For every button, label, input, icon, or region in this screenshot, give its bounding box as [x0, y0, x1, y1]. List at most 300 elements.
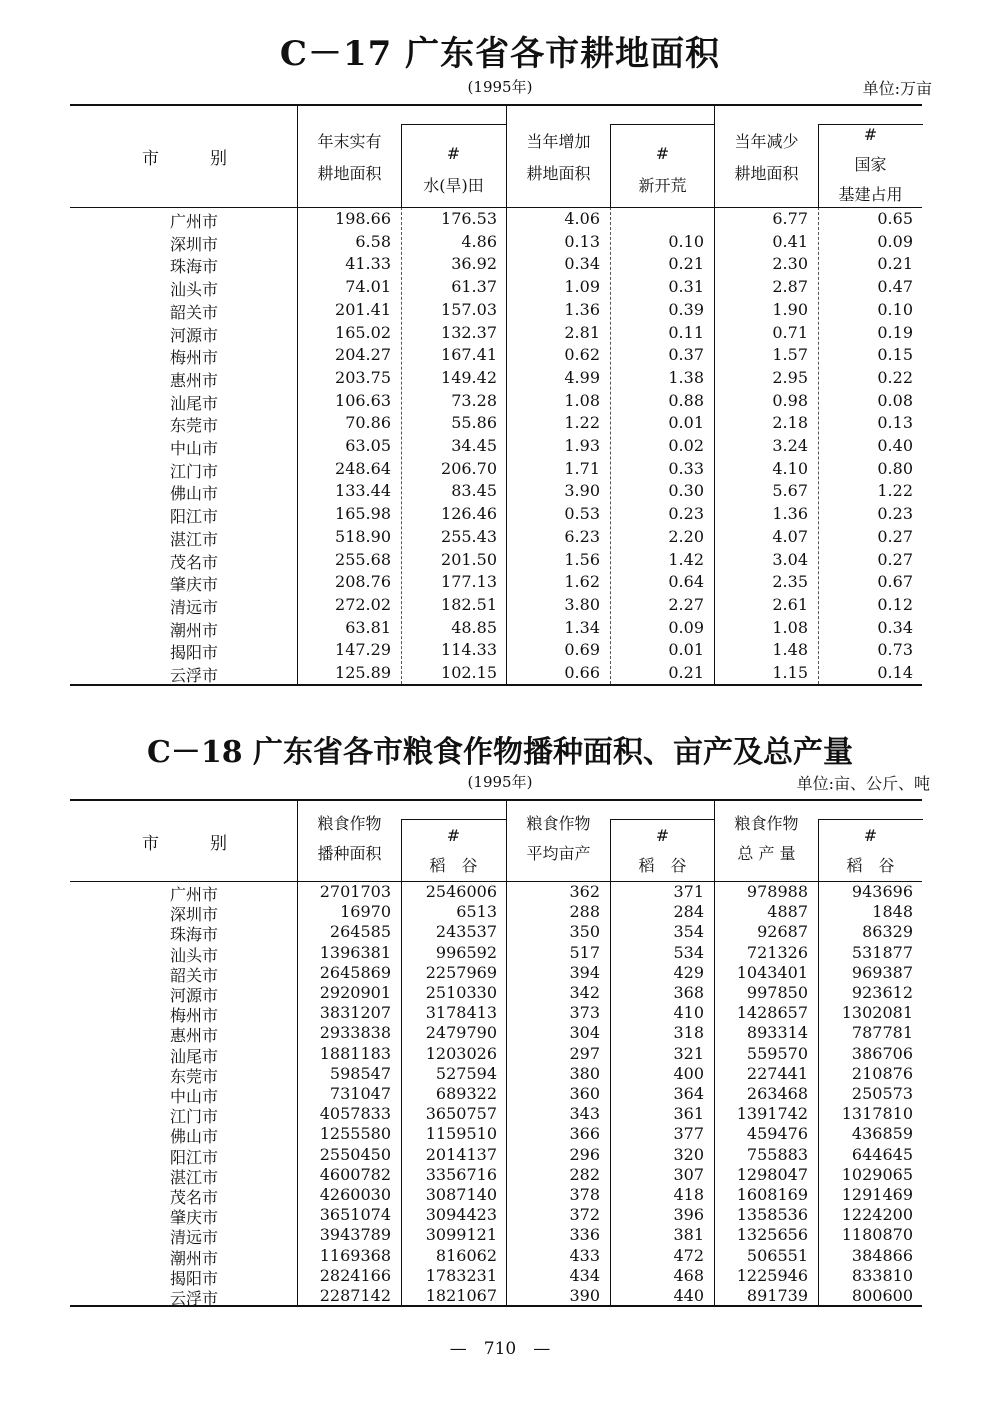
- city-name-cell: 梅州市: [170, 348, 219, 368]
- table1-header-col2: # 水(旱)田: [423, 144, 484, 195]
- value-cell: 1224200: [841, 1205, 913, 1225]
- table-row: [70, 663, 922, 686]
- value-cell: 106.63: [335, 390, 391, 410]
- value-cell: 1302081: [841, 1003, 913, 1023]
- value-cell: 1169368: [319, 1245, 391, 1265]
- value-cell: 0.67: [877, 572, 913, 592]
- value-cell: 36.92: [451, 254, 497, 274]
- value-cell: 433: [569, 1245, 600, 1265]
- value-cell: 263468: [746, 1084, 808, 1103]
- value-cell: 689322: [435, 1084, 497, 1103]
- value-cell: 4057833: [319, 1104, 391, 1124]
- city-name-cell: 云浮市: [170, 1289, 219, 1308]
- value-cell: 598547: [329, 1063, 391, 1083]
- value-cell: 923612: [851, 983, 913, 1002]
- value-cell: 1821067: [425, 1286, 497, 1305]
- table-row: [70, 1165, 922, 1185]
- value-cell: 518.90: [335, 526, 391, 546]
- value-cell: 3.90: [564, 481, 600, 501]
- table-row: [70, 1064, 922, 1084]
- value-cell: 3356716: [425, 1164, 497, 1184]
- value-cell: 755883: [746, 1144, 808, 1164]
- value-cell: 4.06: [564, 209, 600, 228]
- value-cell: 400: [673, 1063, 704, 1083]
- value-cell: 390: [569, 1286, 600, 1305]
- value-cell: 6.77: [772, 209, 808, 228]
- city-name-cell: 佛山市: [170, 484, 219, 504]
- value-cell: 0.19: [877, 322, 913, 342]
- value-cell: 201.50: [441, 549, 497, 569]
- table-row: [70, 232, 922, 255]
- value-cell: 0.10: [877, 299, 913, 319]
- value-cell: 0.73: [877, 640, 913, 660]
- value-cell: 1396381: [319, 942, 391, 962]
- value-cell: 177.13: [441, 572, 497, 592]
- value-cell: 125.89: [335, 663, 391, 682]
- value-cell: 176.53: [441, 209, 497, 228]
- value-cell: 0.34: [877, 617, 913, 637]
- value-cell: 434: [569, 1265, 600, 1285]
- value-cell: 0.33: [668, 458, 704, 478]
- table-row: [70, 1225, 922, 1248]
- city-name-cell: 潮州市: [170, 1248, 219, 1268]
- value-cell: 816062: [435, 1245, 497, 1265]
- value-cell: 1225946: [736, 1265, 808, 1285]
- value-cell: 282: [569, 1164, 600, 1184]
- value-cell: 3831207: [319, 1003, 391, 1023]
- city-name-cell: 清远市: [170, 597, 219, 617]
- value-cell: 201.41: [335, 299, 391, 319]
- value-cell: 377: [673, 1124, 704, 1144]
- value-cell: 1180870: [841, 1225, 913, 1245]
- value-cell: 731047: [329, 1084, 391, 1103]
- table-row: [70, 882, 922, 902]
- table-row: [70, 1003, 922, 1026]
- value-cell: 342: [569, 983, 600, 1002]
- value-cell: 203.75: [335, 367, 391, 387]
- table-row: [70, 504, 922, 527]
- table-row: [70, 1246, 922, 1266]
- value-cell: 48.85: [451, 617, 497, 637]
- city-name-cell: 梅州市: [170, 1006, 219, 1026]
- table-row: [70, 277, 922, 300]
- value-cell: 1428657: [736, 1003, 808, 1023]
- value-cell: 307: [673, 1164, 704, 1184]
- value-cell: 440: [673, 1286, 704, 1305]
- value-cell: 73.28: [451, 390, 497, 410]
- value-cell: 63.81: [345, 617, 391, 637]
- value-cell: 429: [673, 962, 704, 982]
- table-row: [70, 368, 922, 391]
- value-cell: 6.58: [355, 231, 391, 251]
- table-row: [70, 413, 922, 436]
- table-row: [70, 254, 922, 277]
- value-cell: 86329: [862, 922, 913, 942]
- value-cell: 1.08: [772, 617, 808, 637]
- value-cell: 165.02: [335, 322, 391, 342]
- value-cell: 1.36: [564, 299, 600, 319]
- value-cell: 41.33: [345, 254, 391, 274]
- value-cell: 182.51: [441, 594, 497, 614]
- value-cell: 250573: [851, 1084, 913, 1103]
- table-row: [70, 595, 922, 618]
- value-cell: 0.34: [564, 254, 600, 274]
- table-row: [70, 391, 922, 414]
- value-cell: 132.37: [441, 322, 497, 342]
- value-cell: 198.66: [335, 209, 391, 228]
- table-row: [70, 1104, 922, 1127]
- city-name-cell: 中山市: [170, 1087, 219, 1106]
- value-cell: 243537: [435, 922, 497, 942]
- value-cell: 0.31: [668, 277, 704, 297]
- value-cell: 147.29: [335, 640, 391, 660]
- city-name-cell: 广州市: [170, 885, 219, 904]
- table1-header-col3: 当年增加 耕地面积: [526, 132, 591, 183]
- city-name-cell: 汕尾市: [170, 1046, 219, 1066]
- value-cell: 0.01: [668, 640, 704, 660]
- value-cell: 0.66: [564, 663, 600, 682]
- city-name-cell: 云浮市: [170, 666, 219, 685]
- value-cell: 0.64: [668, 572, 704, 592]
- value-cell: 227441: [746, 1063, 808, 1083]
- city-name-cell: 韶关市: [170, 965, 219, 985]
- value-cell: 380: [569, 1063, 600, 1083]
- value-cell: 372: [569, 1205, 600, 1225]
- value-cell: 149.42: [441, 367, 497, 387]
- city-name-cell: 湛江市: [170, 1167, 219, 1187]
- value-cell: 336: [569, 1225, 600, 1245]
- table2-title: C－18 广东省各市粮食作物播种面积、亩产及总产量: [146, 735, 854, 770]
- value-cell: 296: [569, 1144, 600, 1164]
- table2-unit: 单位:亩、公斤、吨: [796, 774, 930, 793]
- value-cell: 0.21: [668, 663, 704, 682]
- value-cell: 0.15: [877, 345, 913, 365]
- value-cell: 1298047: [736, 1164, 808, 1184]
- value-cell: 378: [569, 1185, 600, 1204]
- value-cell: 1.62: [564, 572, 600, 592]
- value-cell: 255.68: [335, 549, 391, 569]
- value-cell: 2645869: [319, 962, 391, 982]
- value-cell: 126.46: [441, 504, 497, 524]
- value-cell: 0.09: [668, 617, 704, 637]
- value-cell: 1029065: [841, 1164, 913, 1184]
- value-cell: 165.98: [335, 504, 391, 524]
- table-row: [70, 527, 922, 550]
- city-name-cell: 阳江市: [170, 1147, 219, 1167]
- value-cell: 255.43: [441, 526, 497, 546]
- value-cell: 288: [569, 902, 600, 922]
- value-cell: 472: [673, 1245, 704, 1265]
- value-cell: 0.23: [877, 504, 913, 524]
- value-cell: 6513: [456, 902, 497, 922]
- value-cell: 436859: [851, 1124, 913, 1144]
- table-row: [70, 1044, 922, 1064]
- value-cell: 34.45: [451, 436, 497, 455]
- value-cell: 396: [673, 1205, 704, 1225]
- value-cell: 1.22: [877, 481, 913, 501]
- table-row: [70, 323, 922, 346]
- table1-header-col6: # 国家 基建占用: [838, 125, 903, 204]
- city-name-cell: 东莞市: [170, 416, 219, 436]
- value-cell: 1.15: [772, 663, 808, 682]
- city-name-cell: 茂名市: [170, 552, 219, 572]
- value-cell: 1.56: [564, 549, 600, 569]
- value-cell: 284: [673, 902, 704, 922]
- value-cell: 318: [673, 1023, 704, 1043]
- value-cell: 0.53: [564, 504, 600, 524]
- city-name-cell: 珠海市: [170, 257, 219, 277]
- value-cell: 4.86: [461, 231, 497, 251]
- value-cell: 2.35: [772, 572, 808, 592]
- value-cell: 1043401: [736, 962, 808, 982]
- value-cell: 0.21: [877, 254, 913, 274]
- city-name-cell: 揭阳市: [170, 1268, 219, 1288]
- value-cell: 361: [673, 1104, 704, 1124]
- value-cell: 350: [569, 922, 600, 942]
- city-name-cell: 潮州市: [170, 620, 219, 640]
- city-name-cell: 深圳市: [170, 234, 219, 254]
- value-cell: 371: [673, 882, 704, 901]
- table-row: [70, 436, 922, 459]
- value-cell: 3.80: [564, 594, 600, 614]
- value-cell: 4887: [767, 902, 808, 922]
- value-cell: 2701703: [319, 882, 391, 901]
- value-cell: 2479790: [425, 1023, 497, 1043]
- value-cell: 210876: [851, 1063, 913, 1083]
- value-cell: 1608169: [736, 1185, 808, 1204]
- value-cell: 787781: [851, 1023, 913, 1043]
- table1-header-col1: 年末实有 耕地面积: [317, 132, 382, 183]
- value-cell: 167.41: [441, 345, 497, 365]
- table-row: [70, 300, 922, 323]
- value-cell: 517: [569, 942, 600, 962]
- table-row: [70, 922, 922, 945]
- city-name-cell: 肇庆市: [170, 575, 219, 595]
- value-cell: 978988: [746, 882, 808, 901]
- value-cell: 0.41: [772, 231, 808, 251]
- value-cell: 0.40: [877, 436, 913, 455]
- value-cell: 527594: [435, 1063, 497, 1083]
- value-cell: 102.15: [441, 663, 497, 682]
- value-cell: 4600782: [319, 1164, 391, 1184]
- value-cell: 2.27: [668, 594, 704, 614]
- table-row: [70, 1185, 922, 1205]
- value-cell: 559570: [746, 1043, 808, 1063]
- value-cell: 1.57: [772, 345, 808, 365]
- value-cell: 6.23: [564, 526, 600, 546]
- city-name-cell: 湛江市: [170, 529, 219, 549]
- table2-header-col1: 粮食作物 播种面积: [317, 814, 382, 863]
- value-cell: 1358536: [736, 1205, 808, 1225]
- value-cell: 997850: [746, 983, 808, 1002]
- value-cell: 4.07: [772, 526, 808, 546]
- value-cell: 2.18: [772, 413, 808, 433]
- city-name-cell: 广州市: [170, 212, 219, 231]
- table1-top-rule: [70, 104, 922, 106]
- value-cell: 1.90: [772, 299, 808, 319]
- value-cell: 5.67: [772, 481, 808, 501]
- value-cell: 384866: [851, 1245, 913, 1265]
- value-cell: 1.08: [564, 390, 600, 410]
- table-row: [70, 209, 922, 232]
- value-cell: 2257969: [425, 962, 497, 982]
- value-cell: 534: [673, 942, 704, 962]
- value-cell: 3.24: [772, 436, 808, 455]
- table-row: [70, 572, 922, 595]
- value-cell: 1.48: [772, 640, 808, 660]
- value-cell: 3099121: [425, 1225, 497, 1245]
- value-cell: 0.80: [877, 458, 913, 478]
- city-name-cell: 阳江市: [170, 507, 219, 527]
- value-cell: 0.22: [877, 367, 913, 387]
- city-name-cell: 深圳市: [170, 905, 219, 925]
- value-cell: 55.86: [451, 413, 497, 433]
- value-cell: 1317810: [841, 1104, 913, 1124]
- city-name-cell: 江门市: [170, 1107, 219, 1127]
- city-name-cell: 汕尾市: [170, 393, 219, 413]
- table-row: [70, 1266, 922, 1286]
- table1-year: (1995年): [467, 78, 533, 96]
- value-cell: 468: [673, 1265, 704, 1285]
- value-cell: 272.02: [335, 594, 391, 614]
- value-cell: 2920901: [319, 983, 391, 1002]
- value-cell: 394: [569, 962, 600, 982]
- table2-header-col3: 粮食作物 平均亩产: [526, 814, 591, 863]
- value-cell: 2546006: [425, 882, 497, 901]
- value-cell: 1.36: [772, 504, 808, 524]
- value-cell: 74.01: [345, 277, 391, 297]
- table-row: [70, 1084, 922, 1104]
- value-cell: 0.69: [564, 640, 600, 660]
- value-cell: 1.34: [564, 617, 600, 637]
- value-cell: 0.11: [668, 322, 704, 342]
- value-cell: 800600: [851, 1286, 913, 1305]
- city-name-cell: 佛山市: [170, 1127, 219, 1147]
- value-cell: 506551: [746, 1245, 808, 1265]
- table2-header-col5: 粮食作物 总 产 量: [734, 814, 799, 863]
- value-cell: 297: [569, 1043, 600, 1063]
- value-cell: 360: [569, 1084, 600, 1103]
- value-cell: 2287142: [319, 1286, 391, 1305]
- value-cell: 893314: [746, 1023, 808, 1043]
- page-number: — 710 —: [449, 1339, 551, 1359]
- value-cell: 0.98: [772, 390, 808, 410]
- city-name-cell: 茂名市: [170, 1188, 219, 1207]
- table-row: [70, 1286, 922, 1306]
- value-cell: 418: [673, 1185, 704, 1204]
- table-row: [70, 459, 922, 482]
- value-cell: 0.71: [772, 322, 808, 342]
- value-cell: 4260030: [319, 1185, 391, 1204]
- table-row: [70, 481, 922, 504]
- table-row: [70, 983, 922, 1003]
- value-cell: 0.12: [877, 594, 913, 614]
- value-cell: 2014137: [425, 1144, 497, 1164]
- city-name-cell: 东莞市: [170, 1066, 219, 1086]
- table-row: [70, 1205, 922, 1228]
- value-cell: 0.01: [668, 413, 704, 433]
- value-cell: 3094423: [425, 1205, 497, 1225]
- table-row: [70, 640, 922, 663]
- table-row: [70, 1023, 922, 1046]
- value-cell: 206.70: [441, 458, 497, 478]
- value-cell: 3943789: [319, 1225, 391, 1245]
- value-cell: 343: [569, 1104, 600, 1124]
- value-cell: 248.64: [335, 458, 391, 478]
- value-cell: 644645: [851, 1144, 913, 1164]
- value-cell: 410: [673, 1003, 704, 1023]
- table2-header-city: 市 别: [142, 834, 227, 854]
- value-cell: 833810: [851, 1265, 913, 1285]
- city-name-cell: 惠州市: [170, 1026, 219, 1046]
- value-cell: 531877: [851, 942, 913, 962]
- value-cell: 320: [673, 1144, 704, 1164]
- value-cell: 721326: [746, 942, 808, 962]
- city-name-cell: 珠海市: [170, 925, 219, 945]
- value-cell: 1391742: [736, 1104, 808, 1124]
- value-cell: 83.45: [451, 481, 497, 501]
- value-cell: 133.44: [335, 481, 391, 501]
- value-cell: 0.08: [877, 390, 913, 410]
- value-cell: 4.99: [564, 367, 600, 387]
- table2-year: (1995年): [467, 773, 533, 791]
- value-cell: 264585: [329, 922, 391, 942]
- value-cell: 3650757: [425, 1104, 497, 1124]
- value-cell: 4.10: [772, 458, 808, 478]
- value-cell: 92687: [757, 922, 808, 942]
- value-cell: 996592: [435, 942, 497, 962]
- value-cell: 366: [569, 1124, 600, 1144]
- value-cell: 61.37: [451, 277, 497, 297]
- value-cell: 381: [673, 1225, 704, 1245]
- value-cell: 63.05: [345, 436, 391, 455]
- value-cell: 1.38: [668, 367, 704, 387]
- value-cell: 1.09: [564, 277, 600, 297]
- city-name-cell: 汕头市: [170, 280, 219, 300]
- table-row: [70, 902, 922, 925]
- value-cell: 0.14: [877, 663, 913, 682]
- value-cell: 321: [673, 1043, 704, 1063]
- city-name-cell: 江门市: [170, 461, 219, 481]
- value-cell: 2550450: [319, 1144, 391, 1164]
- value-cell: 459476: [746, 1124, 808, 1144]
- table-row: [70, 345, 922, 368]
- value-cell: 969387: [851, 962, 913, 982]
- value-cell: 943696: [851, 882, 913, 901]
- value-cell: 364: [673, 1084, 704, 1103]
- city-name-cell: 惠州市: [170, 370, 219, 390]
- value-cell: 373: [569, 1003, 600, 1023]
- value-cell: 362: [569, 882, 600, 901]
- value-cell: 3651074: [319, 1205, 391, 1225]
- value-cell: 1255580: [319, 1124, 391, 1144]
- value-cell: 157.03: [441, 299, 497, 319]
- value-cell: 0.37: [668, 345, 704, 365]
- value-cell: 304: [569, 1023, 600, 1043]
- value-cell: 2.30: [772, 254, 808, 274]
- city-name-cell: 中山市: [170, 439, 219, 458]
- value-cell: 1881183: [319, 1043, 391, 1063]
- table1-header-city: 市 别: [142, 149, 227, 169]
- value-cell: 0.13: [564, 231, 600, 251]
- city-name-cell: 河源市: [170, 986, 219, 1005]
- value-cell: 2.61: [772, 594, 808, 614]
- table1-header-col5: 当年减少 耕地面积: [734, 132, 799, 183]
- value-cell: 204.27: [335, 345, 391, 365]
- value-cell: 0.65: [877, 209, 913, 228]
- value-cell: 114.33: [441, 640, 497, 660]
- value-cell: 2.81: [564, 322, 600, 342]
